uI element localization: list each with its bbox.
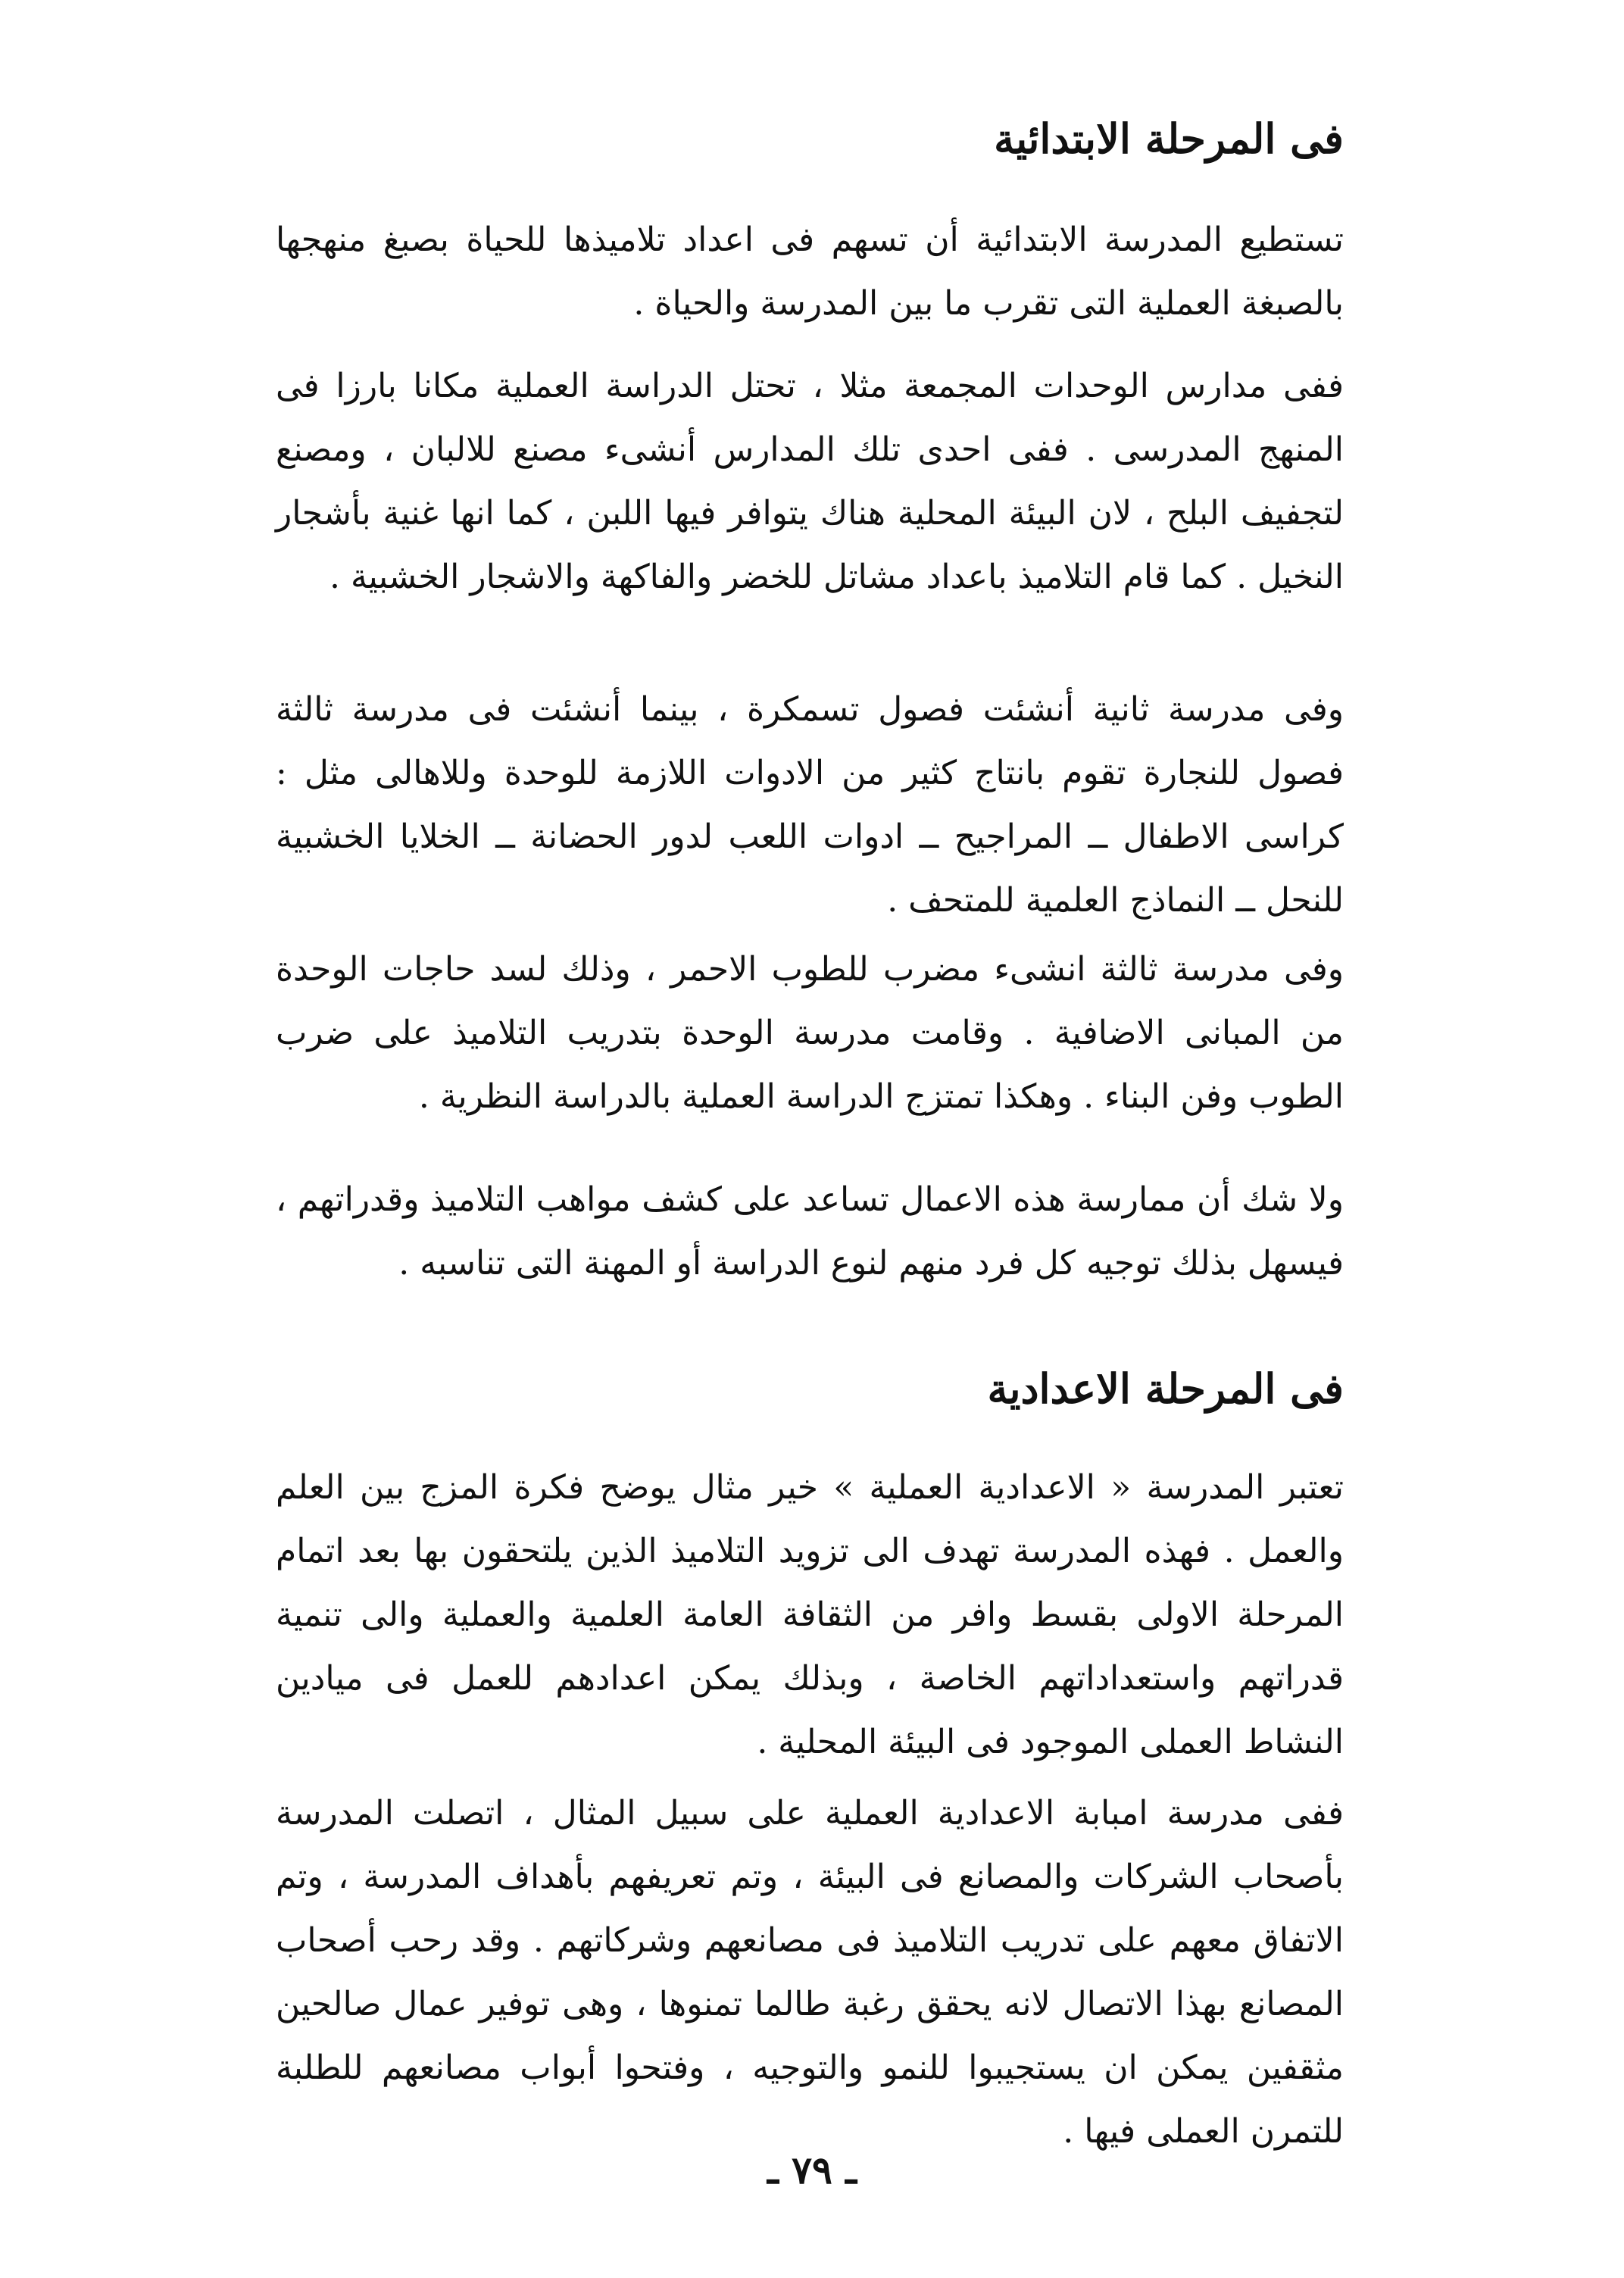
paragraph: تستطيع المدرسة الابتدائية أن تسهم فى اعداد تلاميذها للحياة بصبغ منهجها بالصبغة العملية التى تقرب ما بين المدرسة والحياة . xyxy=(276,220,1344,323)
paragraph: ففى مدارس الوحدات المجمعة مثلا ، تحتل الدراسة العملية مكانا بارزا فى المنهج المدرسى . ففى احدى تلك المدارس أنشىء مصنع للالبان ، ومصنع لتجفيف البلح ، لان البيئة المحلية هناك يتوافر فيها اللبن ، كما انها غنية بأشجار النخيل . كما قام التلاميذ باعداد مشاتل للخضر والفاكهة والاشجار الخشبية . xyxy=(276,367,1344,596)
paragraph: وفى مدرسة ثالثة انشىء مضرب للطوب الاحمر ، وذلك لسد حاجات الوحدة من المبانى الاضافية . وقامت مدرسة الوحدة بتدريب التلاميذ على ضرب الطوب وفن البناء . وهكذا تمتزج الدراسة العملية بالدراسة النظرية . xyxy=(276,950,1344,1116)
page-number: ـ ٧٩ ـ xyxy=(767,2148,857,2192)
section-heading-preparatory-stage: فى المرحلة الاعدادية xyxy=(987,1364,1344,1413)
paragraph: تعتبر المدرسة « الاعدادية العملية » خير مثال يوضح فكرة المزج بين العلم والعمل . فهذه المدرسة تهدف الى تزويد التلاميذ الذين يلتحقون بها بعد اتمام المرحلة الاولى بقسط وافر من الثقافة العامة العلمية والعملية والى تنمية قدراتهم واستعداداتهم الخاصة ، وبذلك يمكن اعدادهم للعمل فى ميادين النشاط العملى الموجود فى البيئة المحلية . xyxy=(276,1468,1344,1761)
paragraph: ففى مدرسة امبابة الاعدادية العملية على سبيل المثال ، اتصلت المدرسة بأصحاب الشركات والمصانع فى البيئة ، وتم تعريفهم بأهداف المدرسة ، وتم الاتفاق معهم على تدريب التلاميذ فى مصانعهم وشركاتهم . وقد رحب أصحاب المصانع بهذا الاتصال لانه يحقق رغبة طالما تمنوها ، وهى توفير عمال صالحين مثقفين يمكن ان يستجيبوا للنمو والتوجيه ، وفتحوا أبواب مصانعهم للطلبة للتمرن العملى فيها . xyxy=(276,1794,1344,2151)
paragraph: وفى مدرسة ثانية أنشئت فصول تسمكرة ، بينما أنشئت فى مدرسة ثالثة فصول للنجارة تقوم بانتاج كثير من الادوات اللازمة للوحدة وللاهالى مثل : كراسى الاطفال ــ المراجيح ــ ادوات اللعب لدور الحضانة ــ الخلايا الخشبية للنحل ــ النماذج العلمية للمتحف . xyxy=(276,690,1344,920)
paragraph: ولا شك أن ممارسة هذه الاعمال تساعد على كشف مواهب التلاميذ وقدراتهم ، فيسهل بذلك توجيه كل فرد منهم لنوع الدراسة أو المهنة التى تناسبه . xyxy=(276,1180,1344,1283)
section-heading-primary-stage: فى المرحلة الابتدائية xyxy=(994,114,1344,163)
